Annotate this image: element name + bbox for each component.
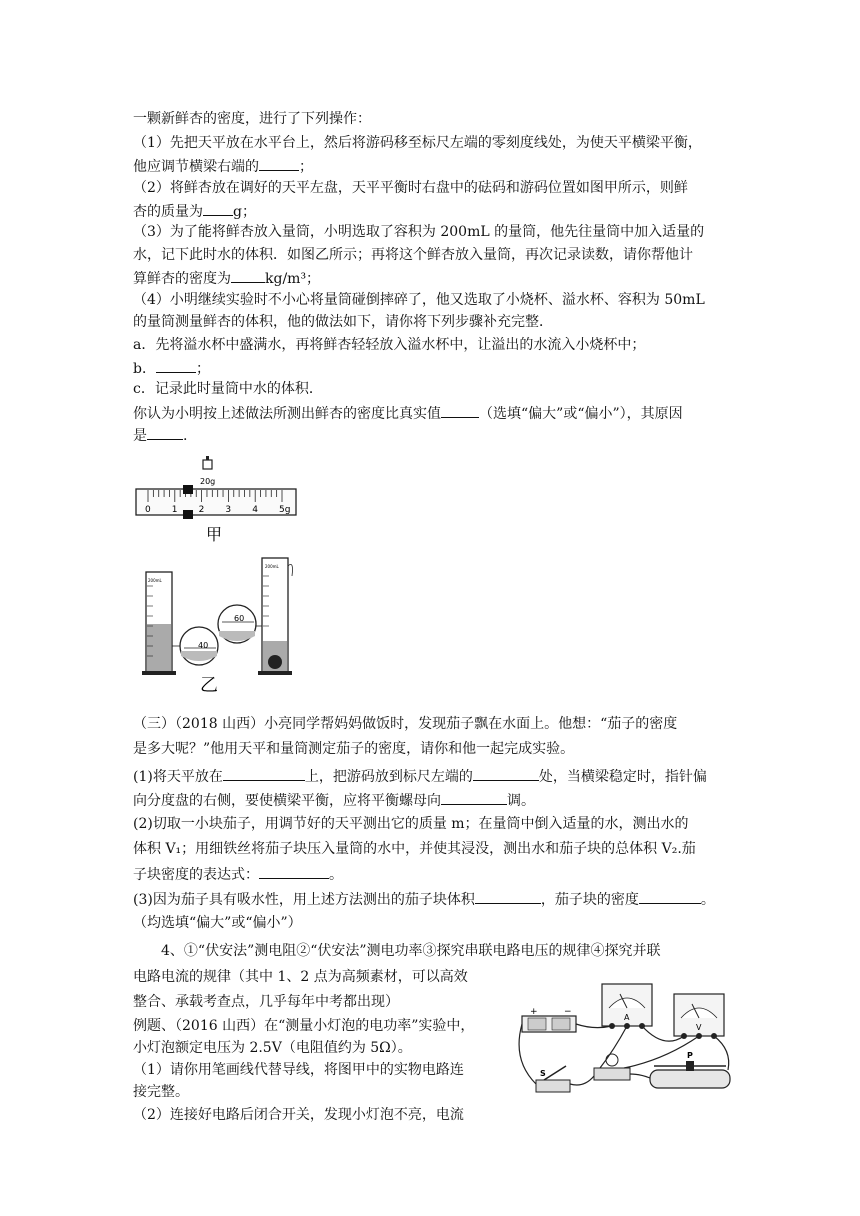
text-line: 杏的质量为 g；: [133, 201, 256, 221]
answer-blank[interactable]: [475, 889, 541, 904]
text-line: (1)将天平放在 上，把游码放到标尺左端的 处，当横梁稳定时，指针偏: [133, 766, 707, 786]
scale-tick-label: 5g: [279, 505, 291, 515]
text-line: (2)切取一小块茄子，用调节好的天平测出它的质量 m；在量筒中倒入适量的水，测出水的: [133, 816, 689, 832]
text-line: （1）先把天平放在水平台上，然后将游码移至标尺左端的零刻度线处，为使天平横梁平衡，: [133, 135, 702, 151]
text-line: 4、①“伏安法”测电阻②“伏安法”测电功率③探究串联电路电压的规律④探究并联: [161, 943, 661, 959]
answer-blank[interactable]: [473, 766, 539, 781]
answer-blank[interactable]: [259, 864, 329, 879]
figure-caption-jia: 甲: [206, 525, 223, 542]
figure-cylinders: [134, 556, 304, 696]
text-line: b． ；: [133, 358, 210, 378]
text-line: （2）连接好电路后闭合开关，发现小灯泡不亮，电流: [133, 1107, 464, 1123]
rider-bottom: [183, 510, 193, 519]
svg-text:−: −: [564, 1007, 572, 1017]
text-line: （3）为了能将鲜杏放入量筒，小明选取了容积为 200mL 的量筒，他先往量筒中加入适量的: [133, 224, 705, 240]
answer-blank[interactable]: [259, 156, 299, 171]
scale-tick-label: 1: [171, 505, 178, 515]
figure-caption-yi: 乙: [200, 675, 218, 696]
scale-tick-label: 0: [145, 505, 151, 515]
switch-label: S: [540, 1069, 546, 1078]
text-line: 整合、承载考查点，几乎每年中考都出现）: [133, 994, 399, 1010]
reading-40: 40: [198, 641, 209, 650]
reading-60: 60: [234, 614, 245, 623]
answer-blank[interactable]: [441, 790, 507, 805]
text-line: （4）小明继续实验时不小心将量筒碰倒摔碎了，他又选取了小烧杯、溢水杯、容积为 50mL: [133, 292, 705, 308]
answer-blank[interactable]: [231, 268, 265, 283]
switch: [536, 1080, 570, 1092]
figure-balance-scale: [134, 452, 304, 542]
text-line: （2）将鲜杏放在调好的天平左盘，天平平衡时右盘中的砝码和游码位置如图甲所示，则鲜: [133, 180, 688, 196]
text-line: 他应调节横梁右端的 ；: [133, 156, 313, 176]
text-line: 小灯泡额定电压为 2.5V（电阻值约为 5Ω）。: [133, 1040, 412, 1056]
lamp-bulb: [606, 1054, 618, 1066]
rheostat: [650, 1070, 730, 1088]
text-line: （均选填“偏大”或“偏小”）: [133, 915, 302, 931]
text-line: 子块密度的表达式： 。: [133, 864, 343, 884]
text-line: 接完整。: [133, 1084, 189, 1100]
text-line: 向分度盘的右侧，要使横梁平衡，应将平衡螺母向 调。: [133, 790, 535, 810]
answer-blank[interactable]: [203, 201, 233, 216]
answer-blank[interactable]: [223, 766, 305, 781]
answer-blank[interactable]: [441, 403, 479, 418]
text-line: 一颗新鲜杏的密度，进行了下列操作：: [133, 111, 371, 127]
weight-icon: [203, 460, 212, 469]
rheostat-label: P: [687, 1051, 693, 1060]
text-line: 水，记下此时水的体积．如图乙所示；再将这个鲜杏放入量筒，再次记录读数，请你帮他计: [133, 247, 693, 263]
text-line: 是多大呢？”他用天平和量筒测定茄子的密度，请你和他一起完成实验。: [133, 741, 575, 757]
ammeter-label: A: [624, 1013, 630, 1022]
water-left: [147, 624, 171, 671]
text-line: 你认为小明按上述做法所测出鲜杏的密度比真实值 （选填“偏大”或“偏小”），其原因: [133, 403, 683, 423]
text-line: (3)因为茄子具有吸水性，用上述方法测出的茄子块体积 ，茄子块的密度 。: [133, 889, 715, 909]
answer-blank[interactable]: [639, 889, 701, 904]
apricot: [268, 655, 282, 669]
scale-tick-label: 2: [198, 505, 205, 515]
text-line: 电路电流的规律（其中 1、2 点为高频素材，可以高效: [133, 969, 468, 985]
text-line: a．先将溢水杯中盛满水，再将鲜杏轻轻放入溢水杯中，让溢出的水流入小烧杯中；: [133, 337, 646, 353]
lamp-base: [594, 1068, 630, 1080]
text-line: 算鲜杏的密度为 kg/m³；: [133, 268, 320, 288]
weight-label: 20g: [200, 477, 216, 486]
scale-tick-label: 4: [252, 505, 258, 515]
voltmeter-label: V: [696, 1023, 702, 1032]
text-line: 的量筒测量鲜杏的体积，他的做法如下，请你将下列步骤补充完整．: [133, 314, 553, 330]
text-line: （三）（2018 山西）小亮同学帮妈妈做饭时，发现茄子飘在水面上。他想：“茄子的密度: [133, 716, 678, 732]
text-line: （1）请你用笔画线代替导线，将图甲中的实物电路连: [133, 1062, 464, 1078]
text-line: c．记录此时量筒中水的体积．: [133, 381, 323, 397]
text-line: 是 .: [133, 425, 187, 445]
figure-circuit: [514, 970, 740, 1110]
scale-tick-label: 3: [225, 505, 232, 515]
svg-text:+: +: [530, 1007, 538, 1017]
rider-top: [183, 485, 193, 494]
text-line: 例题、（2016 山西）在“测量小灯泡的电功率”实验中，: [133, 1018, 475, 1034]
cylinder-label: 200mL: [148, 578, 162, 583]
scale-ruler: [136, 489, 296, 515]
answer-blank[interactable]: [147, 425, 183, 440]
cylinder-label: 200mL: [265, 564, 279, 569]
text-line: 体积 V₁；用细铁丝将茄子块压入量筒的水中，并使其浸没，测出水和茄子块的总体积 V₂.茄: [133, 841, 696, 857]
answer-blank[interactable]: [156, 358, 196, 373]
